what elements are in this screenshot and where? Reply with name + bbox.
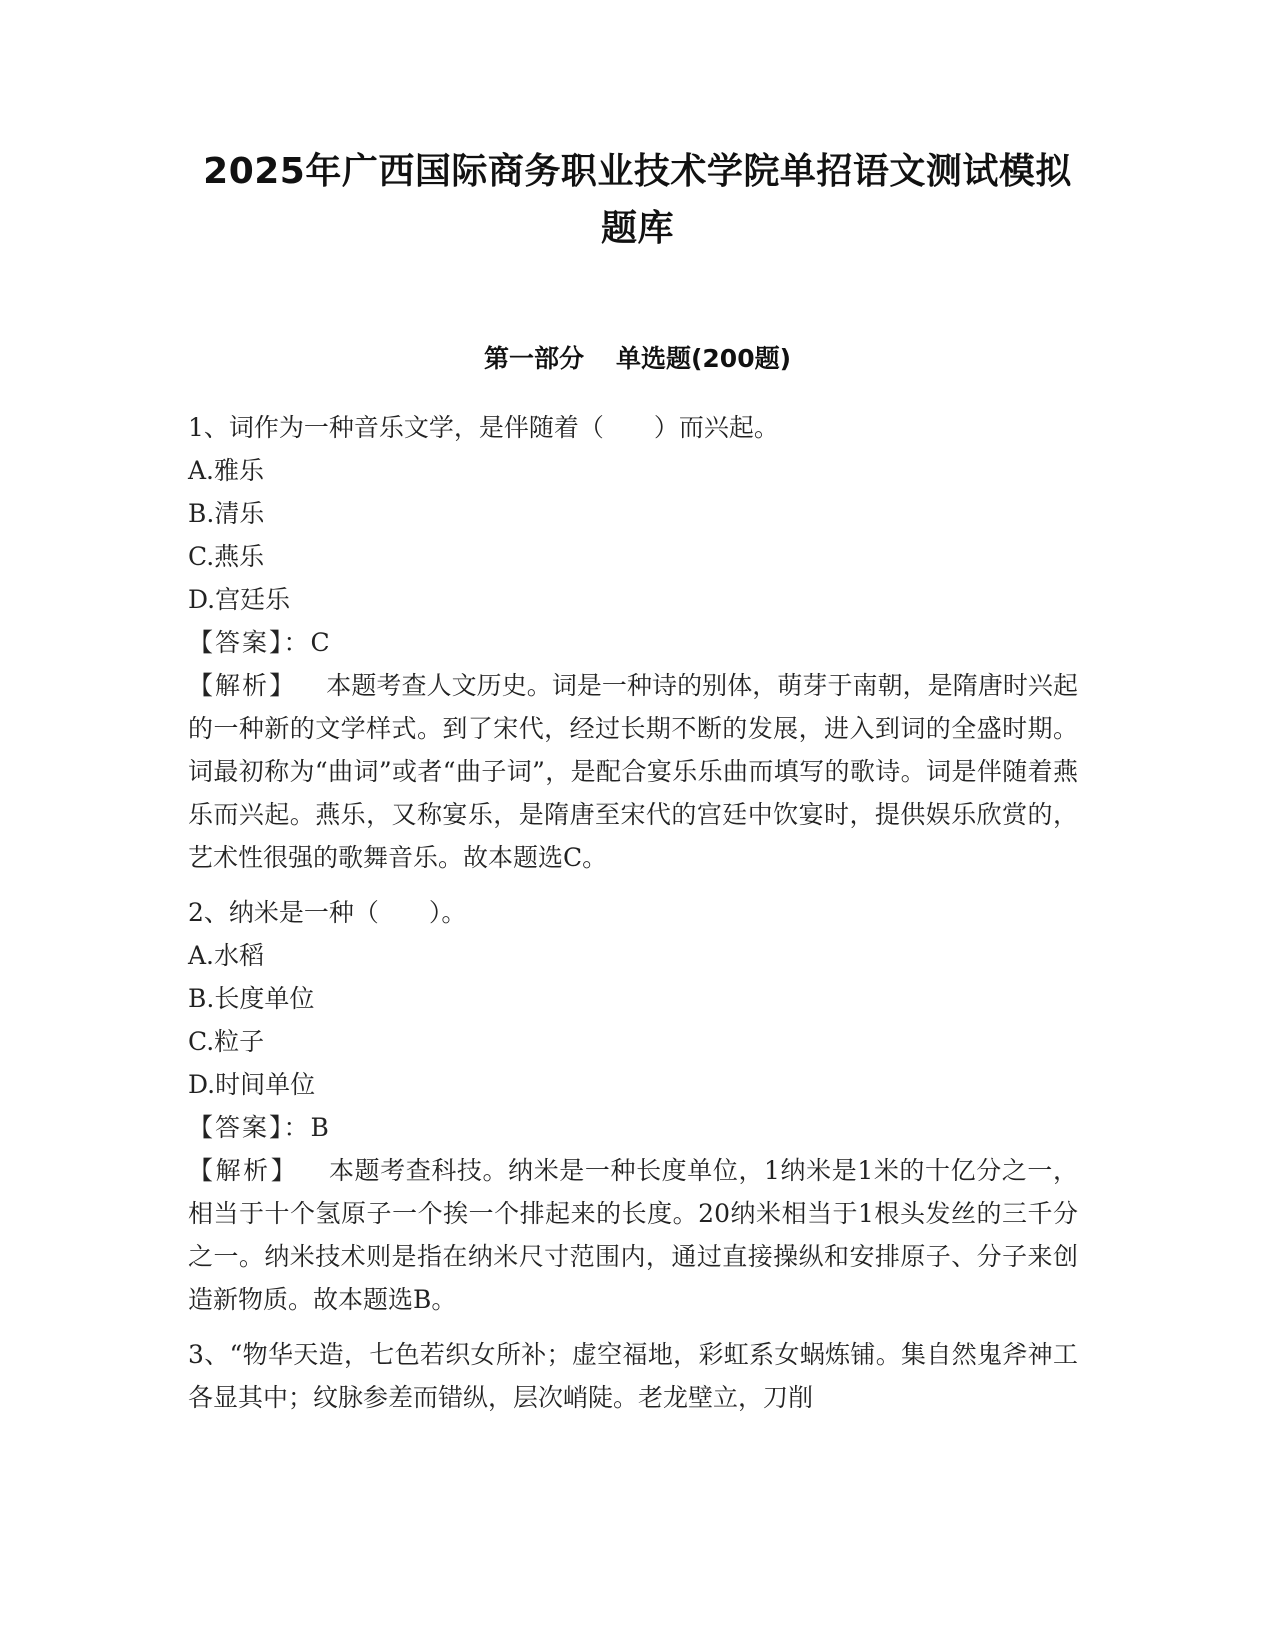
option-b: B.长度单位 xyxy=(188,984,315,1013)
analysis-label: 【解析】 xyxy=(188,1156,299,1185)
option-b: B.清乐 xyxy=(188,499,265,528)
answer-label: 【答案】： xyxy=(188,1113,311,1142)
analysis-paragraph xyxy=(188,664,1078,879)
question-2 xyxy=(188,891,1078,1321)
option-d: D.宫廷乐 xyxy=(188,585,291,614)
question-3 xyxy=(188,1333,1078,1419)
section-heading xyxy=(170,341,1105,377)
analysis-paragraph xyxy=(188,1149,1078,1321)
answer-label: 【答案】： xyxy=(188,628,311,657)
question-stem: 1、词作为一种音乐文学，是伴随着（ ）而兴起。 xyxy=(188,413,779,442)
analysis-text: 本题考查科技。纳米是一种长度单位，1纳米是1米的十亿分之一，相当于十个氢原子一个挨一个排起来的长度。20纳米相当于1根头发丝的三千分之一。纳米技术则是指在纳米尺寸范围内，通过直接操纵和安排原子、分子来创造新物质。故本题选B。 xyxy=(188,1156,1078,1314)
answer-value: C xyxy=(310,628,330,657)
title-line-2: 题库 xyxy=(600,208,674,249)
option-a: A.水稻 xyxy=(188,941,265,970)
section-name: 单选题(200题) xyxy=(615,344,792,373)
answer-row xyxy=(188,621,1078,664)
document-title xyxy=(170,143,1105,257)
question-1 xyxy=(188,406,1078,879)
option-d: D.时间单位 xyxy=(188,1070,316,1099)
option-a: A.雅乐 xyxy=(188,456,265,485)
question-list xyxy=(188,406,1078,1431)
title-line-1: 2025年广西国际商务职业技术学院单招语文测试模拟 xyxy=(203,151,1072,192)
section-part: 第一部分 xyxy=(483,344,584,373)
answer-row xyxy=(188,1106,1078,1149)
option-c: C.燕乐 xyxy=(188,542,265,571)
option-c: C.粒子 xyxy=(188,1027,265,1056)
question-stem: 3、“物华天造，七色若织女所补；虚空福地，彩虹系女蜗炼铺。集自然鬼斧神工各显其中；纹脉参差而错纵，层次峭陡。老龙壁立，刀削 xyxy=(188,1340,1078,1412)
question-stem: 2、纳米是一种（ ）。 xyxy=(188,898,467,927)
analysis-label: 【解析】 xyxy=(188,671,297,700)
analysis-text: 本题考查人文历史。词是一种诗的别体，萌芽于南朝，是隋唐时兴起的一种新的文学样式。到了宋代，经过长期不断的发展，进入到词的全盛时期。词最初称为“曲词”或者“曲子词”，是配合宴乐乐曲而填写的歌诗。词是伴随着燕乐而兴起。燕乐，又称宴乐，是隋唐至宋代的宫廷中饮宴时，提供娱乐欣赏的，艺术性很强的歌舞音乐。故本题选C。 xyxy=(188,671,1078,872)
answer-value: B xyxy=(310,1113,329,1142)
